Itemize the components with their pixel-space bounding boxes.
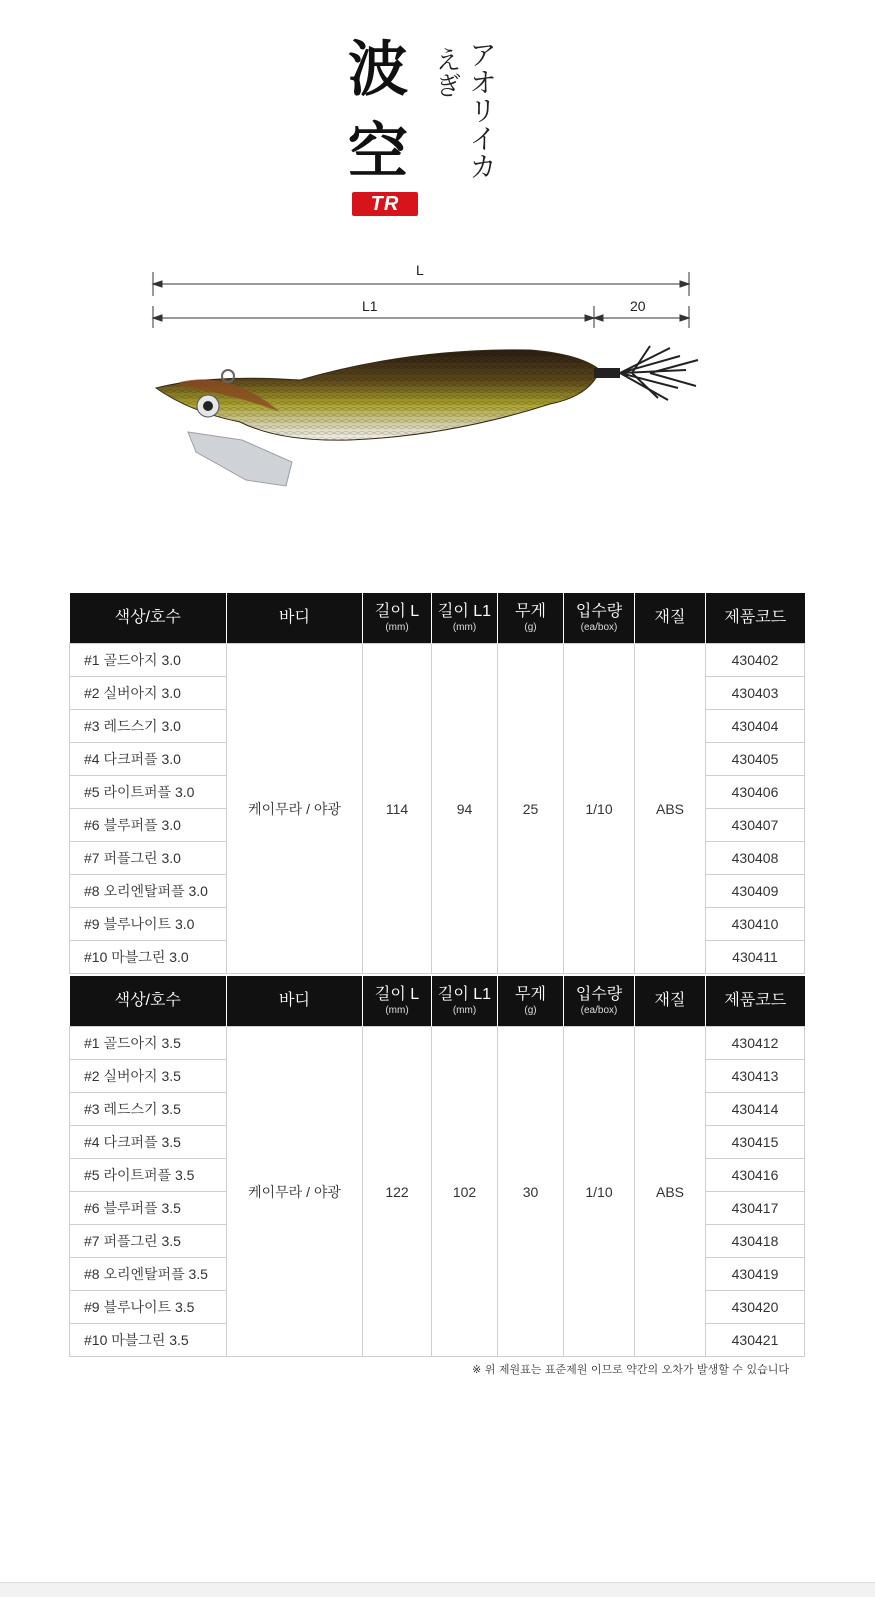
logo-kanji-2: 空 xyxy=(348,117,408,187)
row-name: #2 실버아지 3.5 xyxy=(70,1060,227,1093)
dim-arrow-20-left xyxy=(594,315,603,321)
row-name: #6 블루퍼플 3.5 xyxy=(70,1192,227,1225)
logo-kanji-1: 波 xyxy=(348,35,408,105)
body-cell: 케이무라 / 야광 xyxy=(227,644,363,974)
row-name: #9 블루나이트 3.5 xyxy=(70,1291,227,1324)
lure-hook-shank xyxy=(594,368,620,378)
header-length-l: 길이 L (mm) xyxy=(363,593,432,644)
header-material: 재질 xyxy=(635,593,706,644)
row-name: #5 라이트퍼플 3.0 xyxy=(70,776,227,809)
material-cell: ABS xyxy=(635,644,706,974)
row-code: 430416 xyxy=(706,1159,805,1192)
row-name: #7 퍼플그린 3.0 xyxy=(70,842,227,875)
row-code: 430420 xyxy=(706,1291,805,1324)
row-code: 430405 xyxy=(706,743,805,776)
row-code: 430417 xyxy=(706,1192,805,1225)
row-name: #5 라이트퍼플 3.5 xyxy=(70,1159,227,1192)
header-material: 재질 xyxy=(635,976,706,1027)
row-code: 430413 xyxy=(706,1060,805,1093)
dimension-diagram xyxy=(0,0,875,340)
squid-jig-image xyxy=(150,340,710,500)
header-length-l1: 길이 L1 (mm) xyxy=(432,593,498,644)
row-code: 430412 xyxy=(706,1027,805,1060)
row-code: 430421 xyxy=(706,1324,805,1357)
logo-hiragana: えぎ xyxy=(431,46,461,98)
header-body: 바디 xyxy=(227,976,363,1027)
header-code: 제품코드 xyxy=(706,976,805,1027)
row-code: 430407 xyxy=(706,809,805,842)
row-code: 430408 xyxy=(706,842,805,875)
row-name: #10 마블그린 3.5 xyxy=(70,1324,227,1357)
lure-pupil xyxy=(203,401,213,411)
table-row xyxy=(70,1027,805,1060)
spec-table-3-0 xyxy=(69,593,805,974)
weight-cell: 30 xyxy=(498,1027,564,1357)
row-code: 430403 xyxy=(706,677,805,710)
row-name: #1 골드아지 3.0 xyxy=(70,644,227,677)
length-l1-cell: 102 xyxy=(432,1027,498,1357)
material-cell: ABS xyxy=(635,1027,706,1357)
header-qty: 입수량 (ea/box) xyxy=(564,976,635,1027)
row-name: #4 다크퍼플 3.5 xyxy=(70,1126,227,1159)
dim-arrow-l1-left xyxy=(153,315,162,321)
body-cell: 케이무라 / 야광 xyxy=(227,1027,363,1357)
row-code: 430414 xyxy=(706,1093,805,1126)
page-bottom-divider xyxy=(0,1582,875,1597)
length-l-cell: 122 xyxy=(363,1027,432,1357)
header-weight: 무게 (g) xyxy=(498,593,564,644)
row-code: 430409 xyxy=(706,875,805,908)
row-code: 430411 xyxy=(706,941,805,974)
header-length-l: 길이 L (mm) xyxy=(363,976,432,1027)
header-weight: 무게 (g) xyxy=(498,976,564,1027)
header-length-l1: 길이 L1 (mm) xyxy=(432,976,498,1027)
row-code: 430415 xyxy=(706,1126,805,1159)
row-name: #8 오리엔탈퍼플 3.5 xyxy=(70,1258,227,1291)
header-color-no: 색상/호수 xyxy=(70,976,227,1027)
row-name: #1 골드아지 3.5 xyxy=(70,1027,227,1060)
logo-katakana: アオリイカ xyxy=(465,40,498,180)
row-name: #6 블루퍼플 3.0 xyxy=(70,809,227,842)
header-body: 바디 xyxy=(227,593,363,644)
header-code: 제품코드 xyxy=(706,593,805,644)
dim-label-l: L xyxy=(416,262,424,278)
row-code: 430418 xyxy=(706,1225,805,1258)
qty-cell: 1/10 xyxy=(564,1027,635,1357)
row-code: 430402 xyxy=(706,644,805,677)
lure-hooks xyxy=(620,346,698,400)
table-row xyxy=(70,644,805,677)
row-code: 430406 xyxy=(706,776,805,809)
lure-sinker xyxy=(188,432,292,486)
spec-table-3-5 xyxy=(69,976,805,1357)
row-name: #7 퍼플그린 3.5 xyxy=(70,1225,227,1258)
header-qty: 입수량 (ea/box) xyxy=(564,593,635,644)
row-name: #9 블루나이트 3.0 xyxy=(70,908,227,941)
dim-arrow-l-right xyxy=(680,281,689,287)
lure-scales xyxy=(156,350,600,440)
table-header-row xyxy=(70,593,805,644)
row-code: 430404 xyxy=(706,710,805,743)
dim-label-l1: L1 xyxy=(362,298,378,314)
table-header-row xyxy=(70,976,805,1027)
header-color-no: 색상/호수 xyxy=(70,593,227,644)
row-name: #2 실버아지 3.0 xyxy=(70,677,227,710)
row-code: 430419 xyxy=(706,1258,805,1291)
dim-arrow-l-left xyxy=(153,281,162,287)
length-l-cell: 114 xyxy=(363,644,432,974)
row-name: #3 레드스기 3.5 xyxy=(70,1093,227,1126)
dim-arrow-20-right xyxy=(680,315,689,321)
disclaimer-note: ※ 위 제원표는 표준제원 이므로 약간의 오차가 발생할 수 있습니다 xyxy=(472,1363,789,1376)
qty-cell: 1/10 xyxy=(564,644,635,974)
row-code: 430410 xyxy=(706,908,805,941)
row-name: #10 마블그린 3.0 xyxy=(70,941,227,974)
length-l1-cell: 94 xyxy=(432,644,498,974)
row-name: #4 다크퍼플 3.0 xyxy=(70,743,227,776)
row-name: #8 오리엔탈퍼플 3.0 xyxy=(70,875,227,908)
dim-label-20: 20 xyxy=(630,298,646,314)
tr-badge: TR xyxy=(352,192,418,216)
weight-cell: 25 xyxy=(498,644,564,974)
row-name: #3 레드스기 3.0 xyxy=(70,710,227,743)
